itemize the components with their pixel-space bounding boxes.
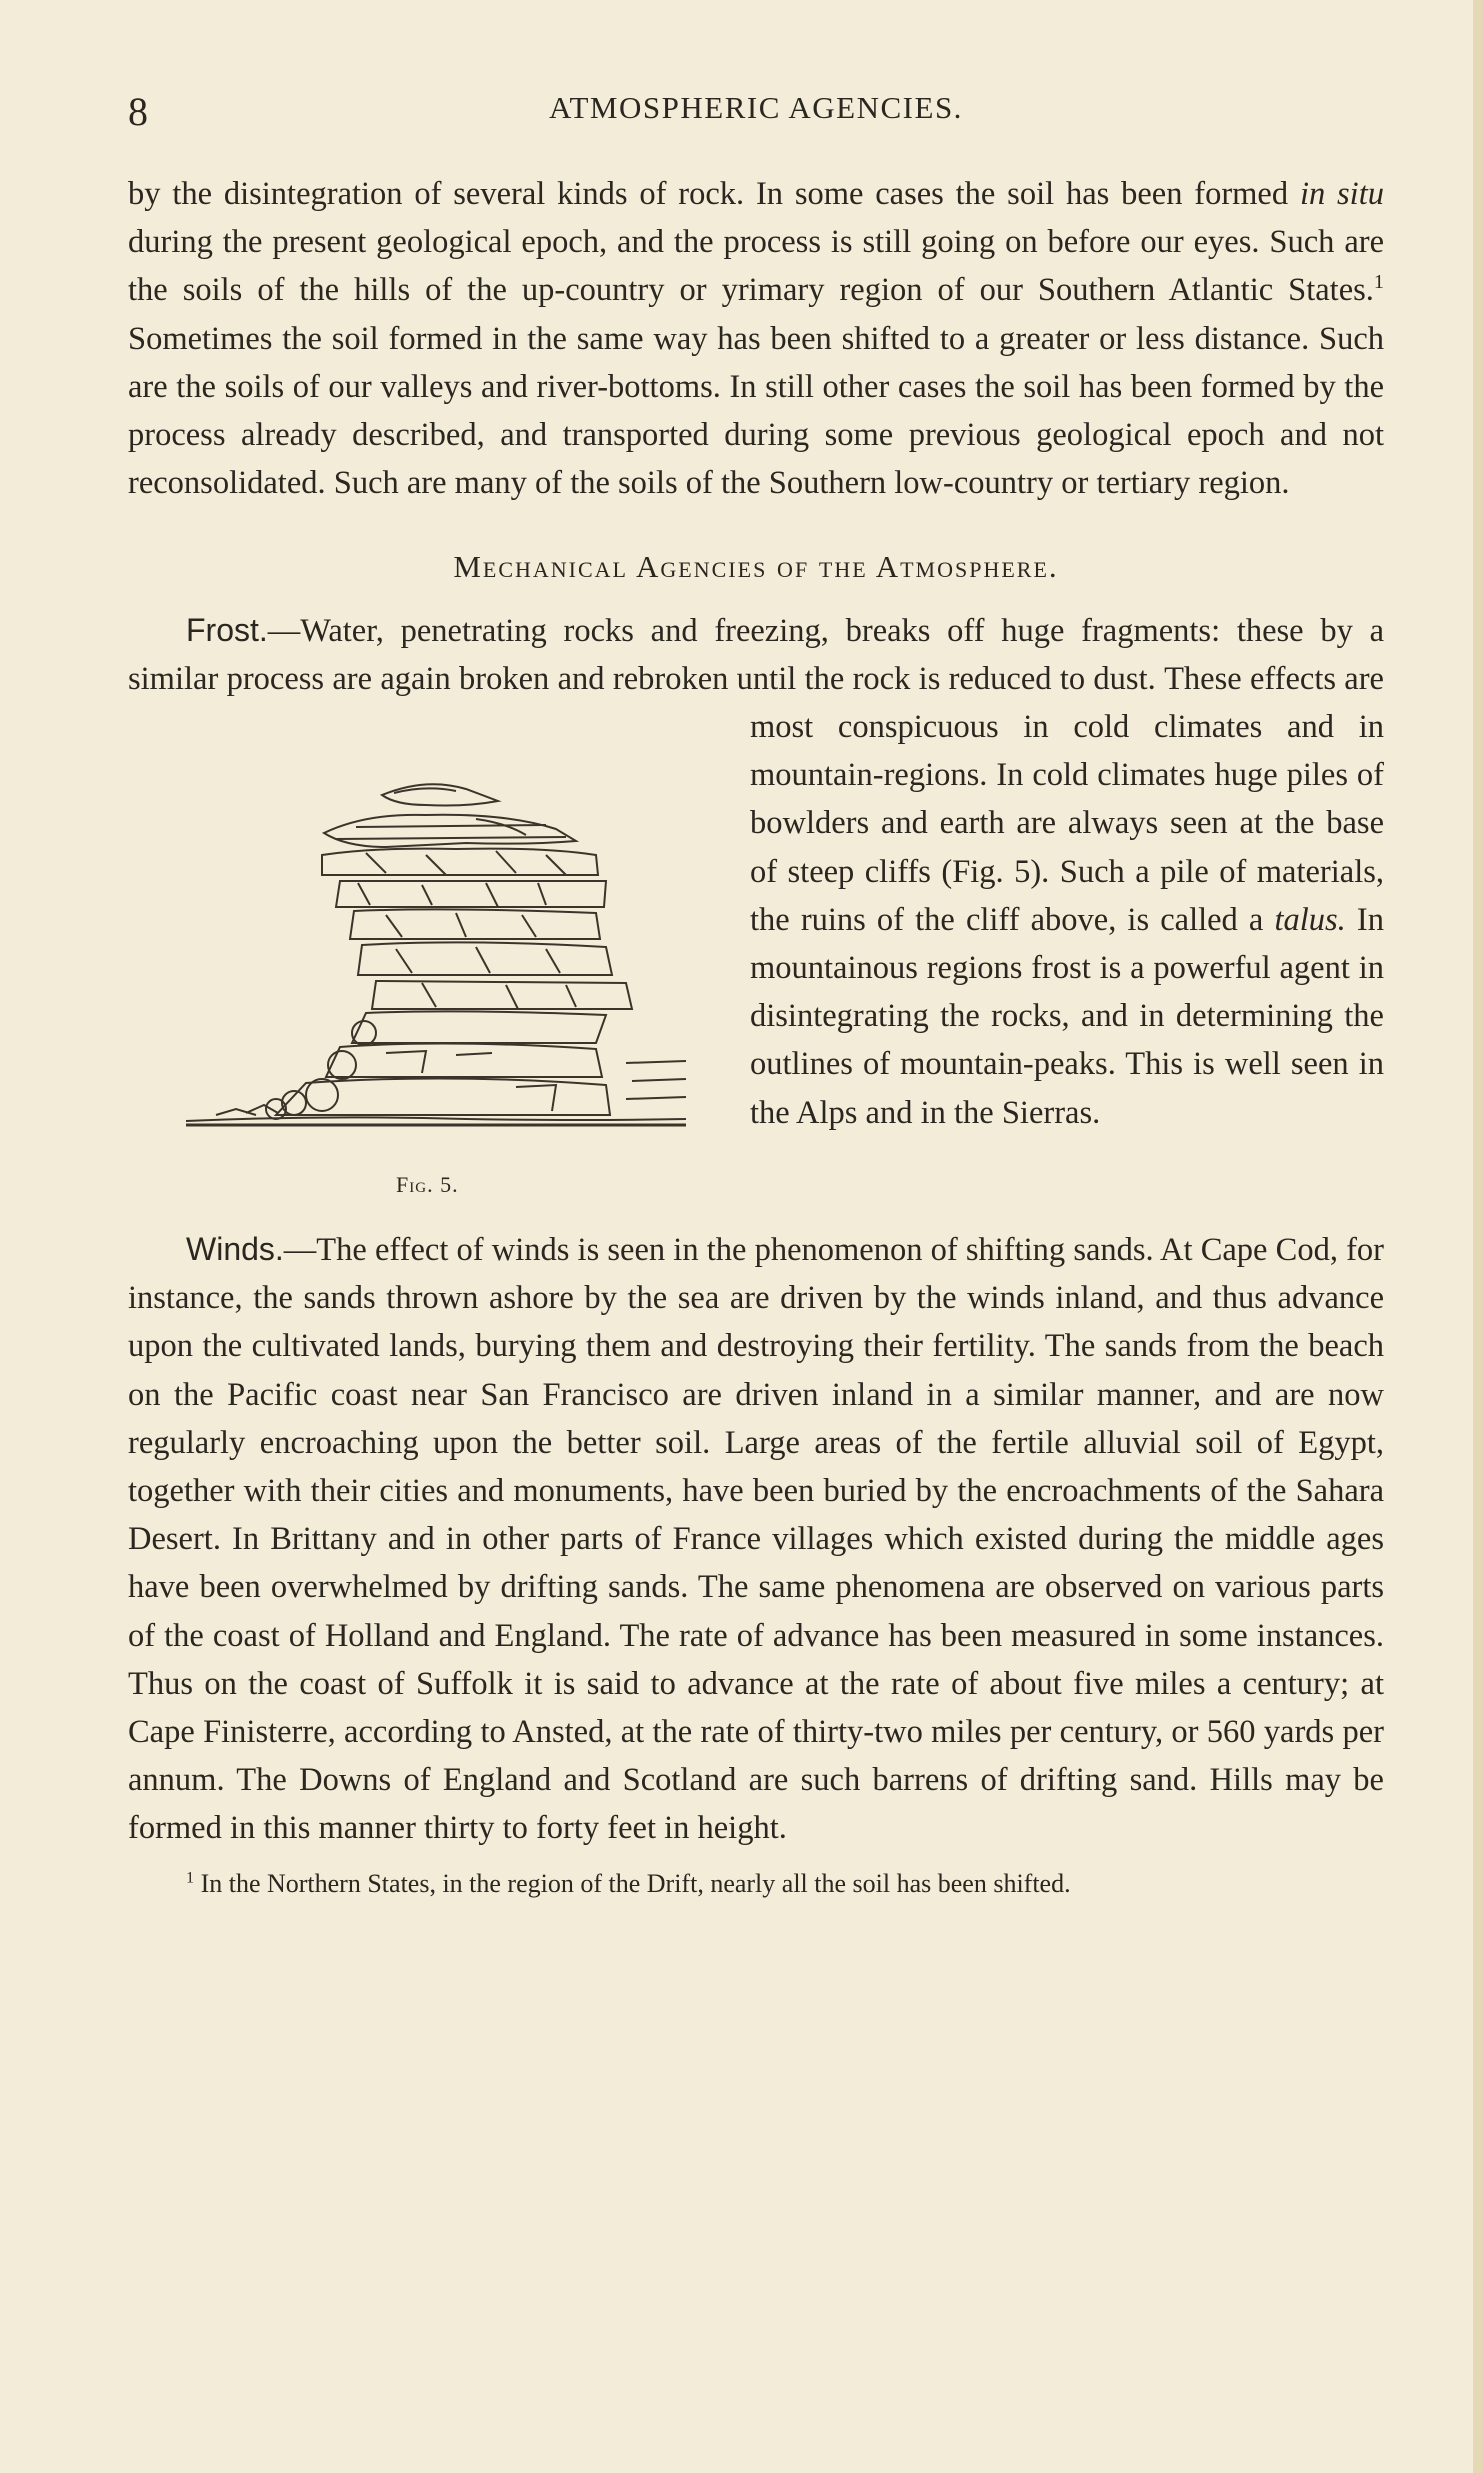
footnote-text: In the Northern States, in the region of the Drift, nearly all the soil has been shifted. <box>194 1868 1071 1898</box>
page-number: 8 <box>128 89 148 134</box>
frost-lead: Frost. <box>186 611 268 648</box>
paragraph-soil: by the disintegration of several kinds of rock. In some cases the soil has been formed in situ during the present geological epoch, and the process is still going on before our eyes. Such are the soils of the hills of the up-country or yrimary region of our Southern Atlantic States.$^1$ Sometimes the soil formed in the same way has been shifted to a greater or less distance. Such are the soils of our valleys and river-bottoms. In still other cases the soil has been formed by the process already described, and transported during some previous geological epoch and not reconsolidated. Such are many of the soils of the Southern low-country or tertiary region. <box>128 176 1384 502</box>
section-heading: Mechanical Agencies of the Atmosphere. <box>453 549 1059 585</box>
page-body <box>128 170 1384 1853</box>
talus-italic: talus. <box>1274 901 1346 938</box>
page-header <box>128 88 1384 136</box>
paragraph-winds: Winds.—The effect of winds is seen in the phenomenon of shifting sands. At Cape Cod, for instance, the sands thrown ashore by the sea are driven by the winds inland, and thus advance upon the cultivated lands, burying them and destroying their fertility. The sands from the beach on the Pacific coast near San Francisco are driven inland in a similar manner, and are now regularly encroaching upon the better soil. Large areas of the fertile alluvial soil of Egypt, together with their cities and monuments, have been buried by the encroachments of the Sahara Desert. In Brittany and in other parts of France villages which existed during the middle ages have been overwhelmed by drifting sands. The same phenomena are observed on various parts of the coast of Holland and England. The rate of advance has been measured in some instances. Thus on the coast of Suffolk it is said to advance at the rate of about five miles a century; at Cape Finisterre, according to Ansted, at the rate of thirty-two miles per century, or 560 yards per annum. The Downs of England and Scotland are such barrens of drifting sand. Hills may be formed in this manner thirty to forty feet in height. <box>128 1231 1384 1847</box>
page-edge <box>1473 0 1483 2473</box>
cliff-talus-illustration <box>126 743 728 1223</box>
figure-5 <box>126 743 728 1225</box>
footnote-ref: 1 <box>1373 271 1384 294</box>
footnote <box>186 1867 1386 1901</box>
figure-caption: Fig. 5. <box>396 1172 459 1198</box>
footnote-marker: 1 <box>186 1869 195 1887</box>
winds-lead: Winds. <box>186 1231 284 1268</box>
running-head: ATMOSPHERIC AGENCIES. <box>549 90 963 125</box>
paragraph-frost: Frost.—Water, penetrating rocks and freezing, breaks off huge fragments: these by a similar process are again broken and rebroken until the rock is reduced to dust. Fig. 5. These effects are most conspicuous in cold climates and in mountain-regions. In cold climates huge piles of bowlders and earth are always seen at the base of steep cliffs (Fig. 5). Such a pile of materials, the ruins of the cliff above, is called a talus. In mountainous regions frost is a powerful agent in disintegrating the rocks, and in determining the outlines of mountain-peaks. This is well seen in the Alps and in the Sierras. <box>128 606 1384 1137</box>
